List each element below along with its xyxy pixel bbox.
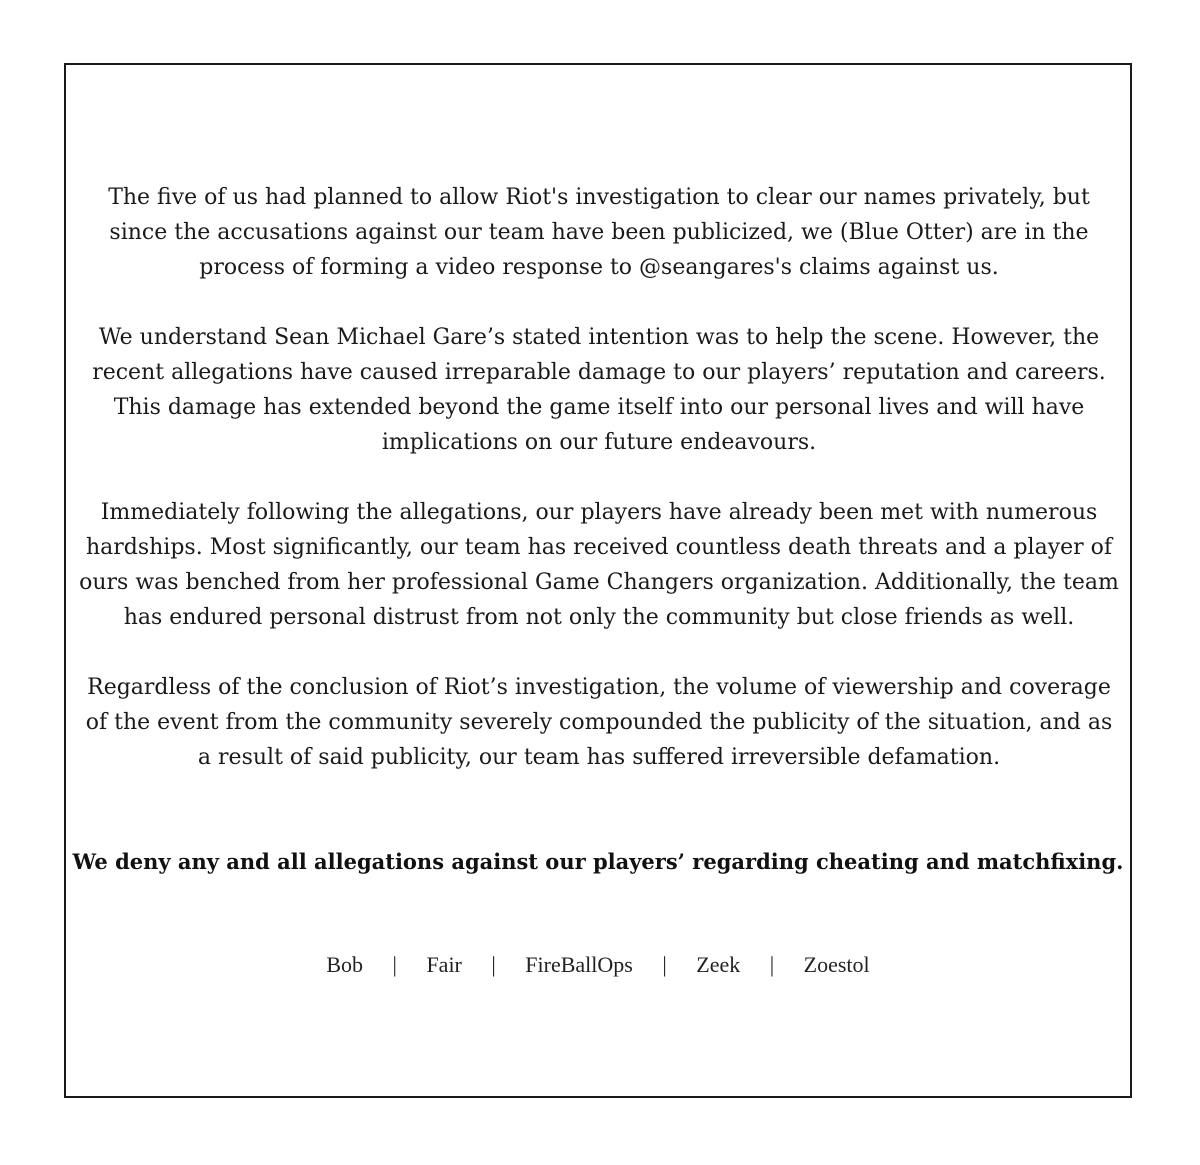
signature-line [64, 950, 1132, 980]
signature-separator: | [662, 952, 667, 977]
signature-bob: Bob [326, 952, 364, 977]
paragraph-defamation: Regardless of the conclusion of Riot’s investigation, the volume of viewership and coverage of the event from the community severely compounded the publicity of the situation, and as a result of said publicity, our team has suffered irreversible defamation. [85, 675, 1113, 770]
signature-zoestol: Zoestol [803, 952, 870, 977]
signature-separator: | [769, 952, 775, 977]
signature-fair: Fair [426, 952, 462, 977]
signature-zeek: Zeek [696, 952, 741, 977]
paragraph-damage: We understand Sean Michael Gare’s stated intention was to help the scene. However, the recent allegations have caused irreparable damage to our players’ reputation and careers. This damage has extended beyond the game itself into our personal lives and will have implications on our future endeavours. [92, 325, 1106, 455]
signature-fireballops: FireBallOps [525, 952, 633, 977]
paragraph-investigation: The five of us had planned to allow Riot's investigation to clear our names privately, but since the accusations against our team have been publicized, we (Blue Otter) are in the process of forming a video response to @seangares's claims against us. [108, 185, 1090, 280]
denial-statement: We deny any and all allegations against our players’ regarding cheating and matchfixing. [72, 849, 1124, 874]
statement-body [76, 180, 1122, 775]
signature-separator: | [491, 952, 496, 977]
signature-separator: | [392, 952, 397, 977]
paragraph-hardships: Immediately following the allegations, our players have already been met with numerous hardships. Most significantly, our team has received countless death threats and a player of ours was benched from her professional Game Changers organization. Additionally, the team has endured personal distrust from not only the community but close friends as well. [79, 500, 1119, 630]
